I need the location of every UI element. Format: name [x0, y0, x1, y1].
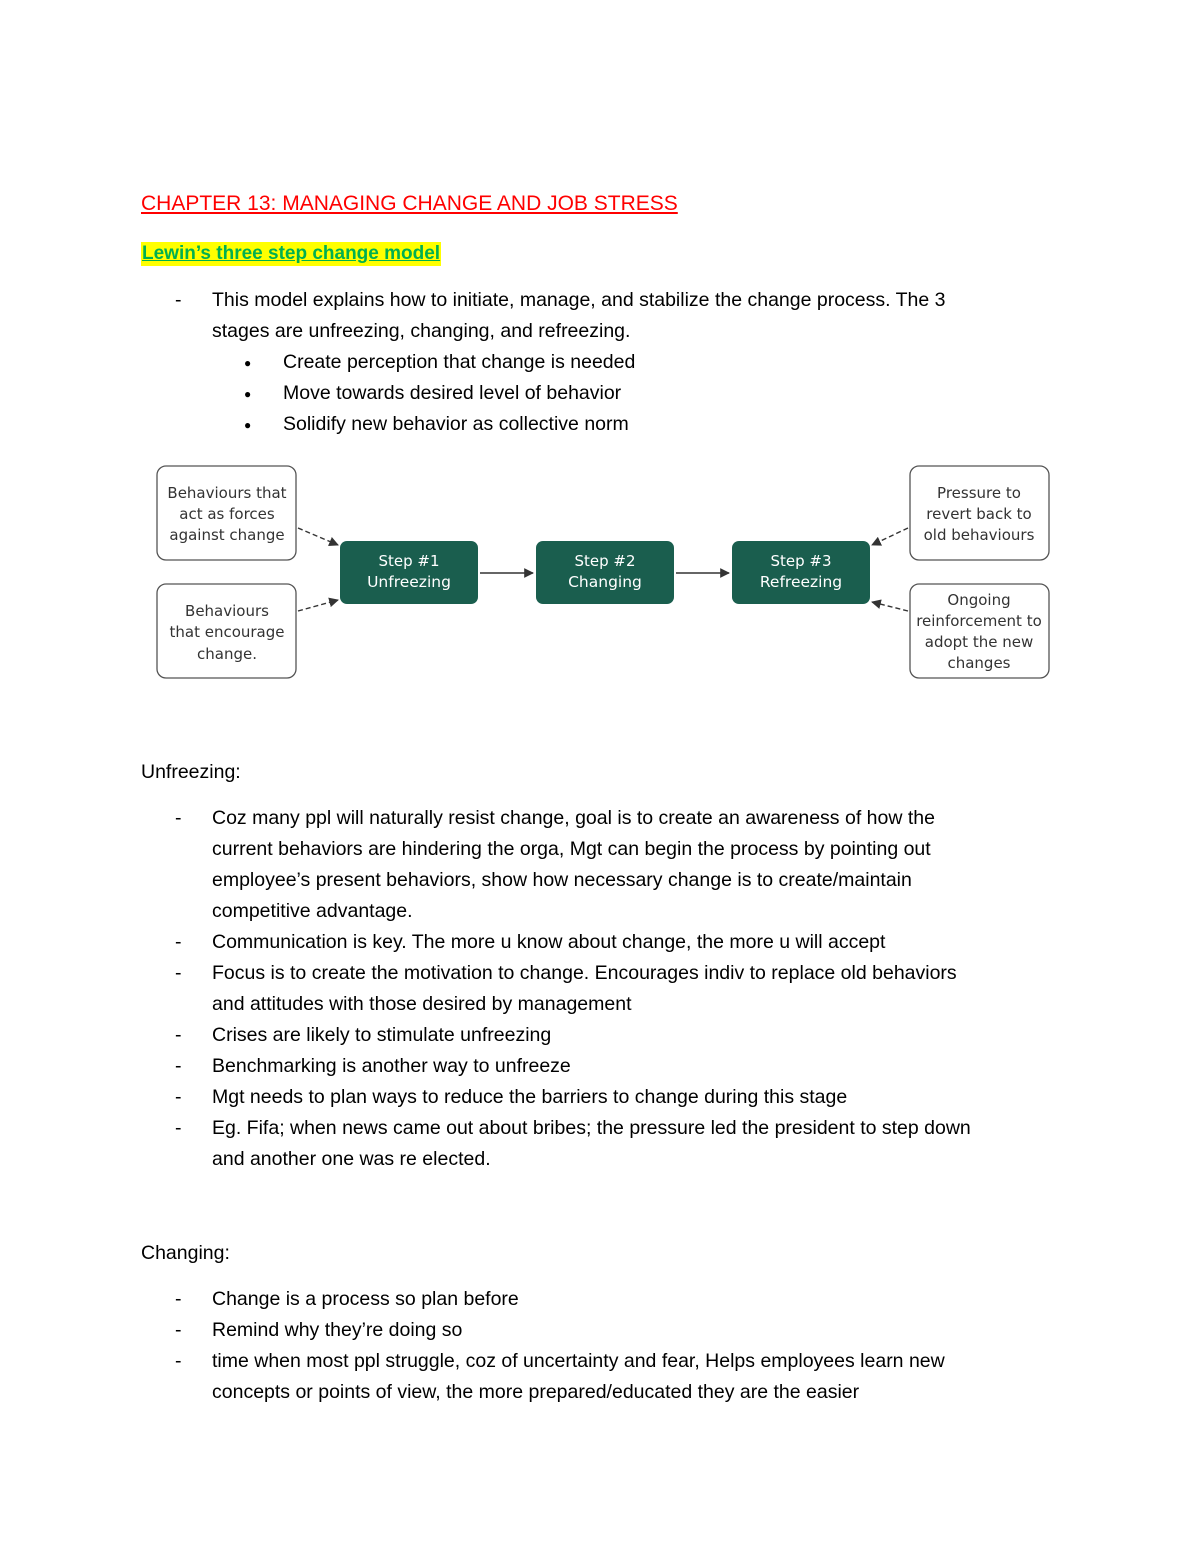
dash-marker: - [175, 962, 182, 984]
step-1-box [340, 541, 478, 604]
list-item-text: employee’s present behaviors, show how necessary change is to create/maintain [212, 869, 912, 891]
bullet-text: Create perception that change is needed [283, 351, 636, 373]
list-item-text: Coz many ppl will naturally resist change, goal is to create an awareness of how the [212, 807, 935, 829]
box-line: change. [197, 645, 257, 663]
dash-marker: - [175, 1117, 182, 1139]
list-item-text: Focus is to create the motivation to change. Encourages indiv to replace old behaviors [212, 962, 957, 984]
list-item-text: Eg. Fifa; when news came out about bribes; the pressure led the president to step down [212, 1117, 971, 1139]
list-item-text: This model explains how to initiate, manage, and stabilize the change process. The 3 [212, 289, 946, 311]
left-top-box [157, 466, 296, 560]
left-bottom-box [157, 584, 296, 678]
step-number: Step #3 [770, 552, 832, 570]
changing-heading: Changing: [141, 1242, 230, 1264]
right-bottom-box [910, 584, 1049, 678]
box-line: Ongoing [947, 591, 1011, 609]
box-line: against change [169, 526, 285, 544]
list-item-text: and attitudes with those desired by management [212, 993, 632, 1015]
list-item-text: Communication is key. The more u know about change, the more u will accept [212, 931, 886, 953]
bullet-text: Solidify new behavior as collective norm [283, 413, 629, 435]
box-line: adopt the new [924, 633, 1034, 651]
dash-marker: - [175, 1024, 182, 1046]
bullet-text: Move towards desired level of behavior [283, 382, 622, 404]
list-item-text: current behaviors are hindering the orga, Mgt can begin the process by pointing out [212, 838, 931, 860]
box-line: revert back to [926, 505, 1032, 523]
step-number: Step #2 [574, 552, 636, 570]
dash-marker: - [175, 931, 182, 953]
box-line: Pressure to [937, 484, 1021, 502]
step-name: Changing [568, 573, 642, 591]
step-2-box [536, 541, 674, 604]
step-name: Unfreezing [367, 573, 451, 591]
bullet-marker: ● [244, 418, 252, 432]
bullet-marker: ● [244, 387, 252, 401]
dash-marker: - [175, 1288, 182, 1310]
list-item-text: Remind why they’re doing so [212, 1319, 463, 1341]
list-item-text: Benchmarking is another way to unfreeze [212, 1055, 571, 1077]
list-item-text: and another one was re elected. [212, 1148, 491, 1170]
dash-marker: - [175, 289, 182, 311]
list-item-text: competitive advantage. [212, 900, 413, 922]
step-3-box [732, 541, 870, 604]
unfreezing-heading: Unfreezing: [141, 761, 241, 783]
step-name: Refreezing [759, 573, 843, 591]
arrow-right-top [872, 528, 908, 545]
box-line: Behaviours that [167, 484, 287, 502]
list-item-text: Crises are likely to stimulate unfreezing [212, 1024, 552, 1046]
box-line: old behaviours [923, 526, 1035, 544]
dash-marker: - [175, 1086, 182, 1108]
box-line: act as forces [179, 505, 275, 523]
list-item-text: Change is a process so plan before [212, 1288, 519, 1310]
dash-marker: - [175, 1055, 182, 1077]
bullet-marker: ● [244, 356, 252, 370]
list-item-text: Mgt needs to plan ways to reduce the barriers to change during this stage [212, 1086, 848, 1108]
arrow-left-top [298, 528, 338, 545]
dash-marker: - [175, 1350, 182, 1372]
box-line: changes [947, 654, 1011, 672]
list-item-text: concepts or points of view, the more prepared/educated they are the easier [212, 1381, 860, 1403]
box-line: that encourage [169, 623, 285, 641]
arrow-left-bottom [298, 600, 338, 611]
lewin-change-diagram [150, 462, 1055, 687]
box-line: Behaviours [185, 602, 269, 620]
dash-marker: - [175, 1319, 182, 1341]
right-top-box [910, 466, 1049, 560]
list-item-text: stages are unfreezing, changing, and refreezing. [212, 320, 631, 342]
chapter-title: CHAPTER 13: MANAGING CHANGE AND JOB STRESS [141, 192, 678, 215]
list-item-text: time when most ppl struggle, coz of uncertainty and fear, Helps employees learn new [212, 1350, 945, 1372]
arrow-right-bottom [872, 602, 908, 611]
section-title: Lewin’s three step change model [142, 243, 441, 264]
step-number: Step #1 [378, 552, 440, 570]
dash-marker: - [175, 807, 182, 829]
box-line: reinforcement to [916, 612, 1042, 630]
